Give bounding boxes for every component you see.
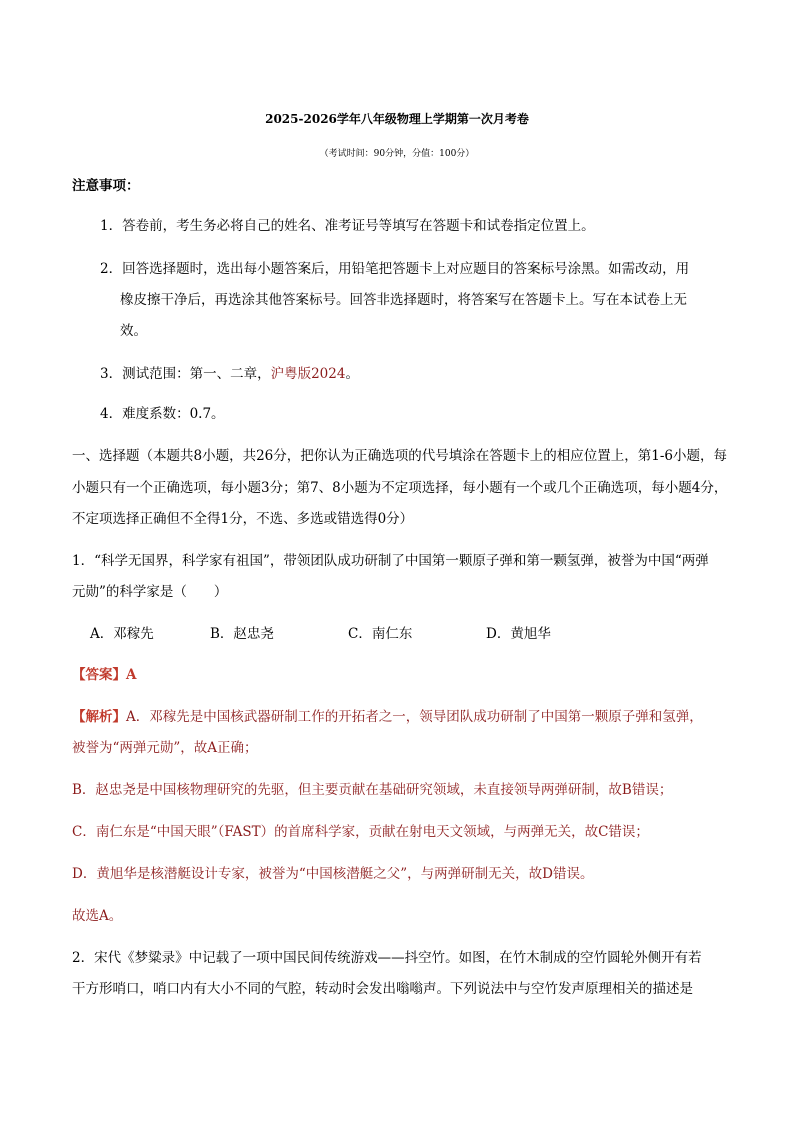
q1-analysis-d: D．黄旭华是核潜艇设计专家，被誉为“中国核潜艇之父”，与两弹研制无关，故D错误。 <box>72 866 594 882</box>
q1-stem-cont: 元勋”的科学家是（ ） <box>72 584 228 600</box>
answer-value: A <box>126 667 137 683</box>
analysis-label: 【解析】 <box>72 709 126 725</box>
q1-option-c: C．南仁东 <box>348 626 413 642</box>
notice-item-3-end: 。 <box>345 366 359 382</box>
q1-analysis-cont: 被誉为“两弹元勋”，故A正确； <box>72 740 258 756</box>
q1-analysis <box>72 707 703 727</box>
q1-option-d: D．黄旭华 <box>486 626 551 642</box>
exam-subtitle: （考试时间：90分钟，分值：100分） <box>319 149 475 159</box>
notice-heading: 注意事项： <box>72 178 140 194</box>
q1-conclusion: 故选A。 <box>72 908 123 924</box>
exam-title: 2025-2026学年八年级物理上学期第一次月考卷 <box>265 112 529 126</box>
q1-option-a: A．邓稼先 <box>90 626 154 642</box>
notice-item-1: 1．答卷前，考生务必将自己的姓名、准考证号等填写在答题卡和试卷指定位置上。 <box>100 218 595 234</box>
notice-item-2-cont2: 效。 <box>120 323 147 339</box>
q1-answer <box>72 665 136 685</box>
section-1-heading-cont: 小题只有一个正确选项，每小题3分；第7、8小题为不定项选择，每小题有一个或几个正确选项，每小题4分， <box>72 480 728 496</box>
q2-stem-cont: 干方形哨口，哨口内有大小不同的气腔，转动时会发出嗡嗡声。下列说法中与空竹发声原理相关的描述是 <box>72 981 693 997</box>
notice-item-4: 4．难度系数：0.7。 <box>100 406 225 422</box>
notice-item-2-cont: 橡皮擦干净后，再选涂其他答案标号。回答非选择题时，将答案写在答题卡上。写在本试卷上无 <box>120 292 687 308</box>
section-1-heading: 一、选择题（本题共8小题，共26分，把你认为正确选项的代号填涂在答题卡上的相应位置上，第1-6小题，每 <box>72 448 728 464</box>
q2-stem: 2．宋代《梦粱录》中记载了一项中国民间传统游戏——抖空竹。如图，在竹木制成的空竹圆轮外侧开有若 <box>72 950 702 966</box>
notice-item-2: 2．回答选择题时，选出每小题答案后，用铅笔把答题卡上对应题目的答案标号涂黑。如需改动，用 <box>100 261 690 277</box>
notice-item-3-edition: 沪粤版2024 <box>270 366 346 382</box>
answer-label: 【答案】 <box>72 667 126 683</box>
q1-option-b: B．赵忠尧 <box>210 626 274 642</box>
analysis-line-1: A．邓稼先是中国核武器研制工作的开拓者之一，领导团队成功研制了中国第一颗原子弹和氢弹， <box>126 709 703 725</box>
section-1-heading-cont2: 不定项选择正确但不全得1分，不选、多选或错选得0分） <box>72 511 414 527</box>
q1-stem: 1．“科学无国界，科学家有祖国”，带领团队成功研制了中国第一颗原子弹和第一颗氢弹，被誉为中国“两弹 <box>72 553 709 569</box>
notice-item-3-text: 3．测试范围：第一、二章， <box>100 366 271 382</box>
q1-analysis-b: B．赵忠尧是中国核物理研究的先驱，但主要贡献在基础研究领域，未直接领导两弹研制，故B错误； <box>72 782 673 798</box>
q1-analysis-c: C．南仁东是“中国天眼”（FAST）的首席科学家，贡献在射电天文领域，与两弹无关，故C错误； <box>72 824 649 840</box>
notice-item-3 <box>100 364 359 384</box>
